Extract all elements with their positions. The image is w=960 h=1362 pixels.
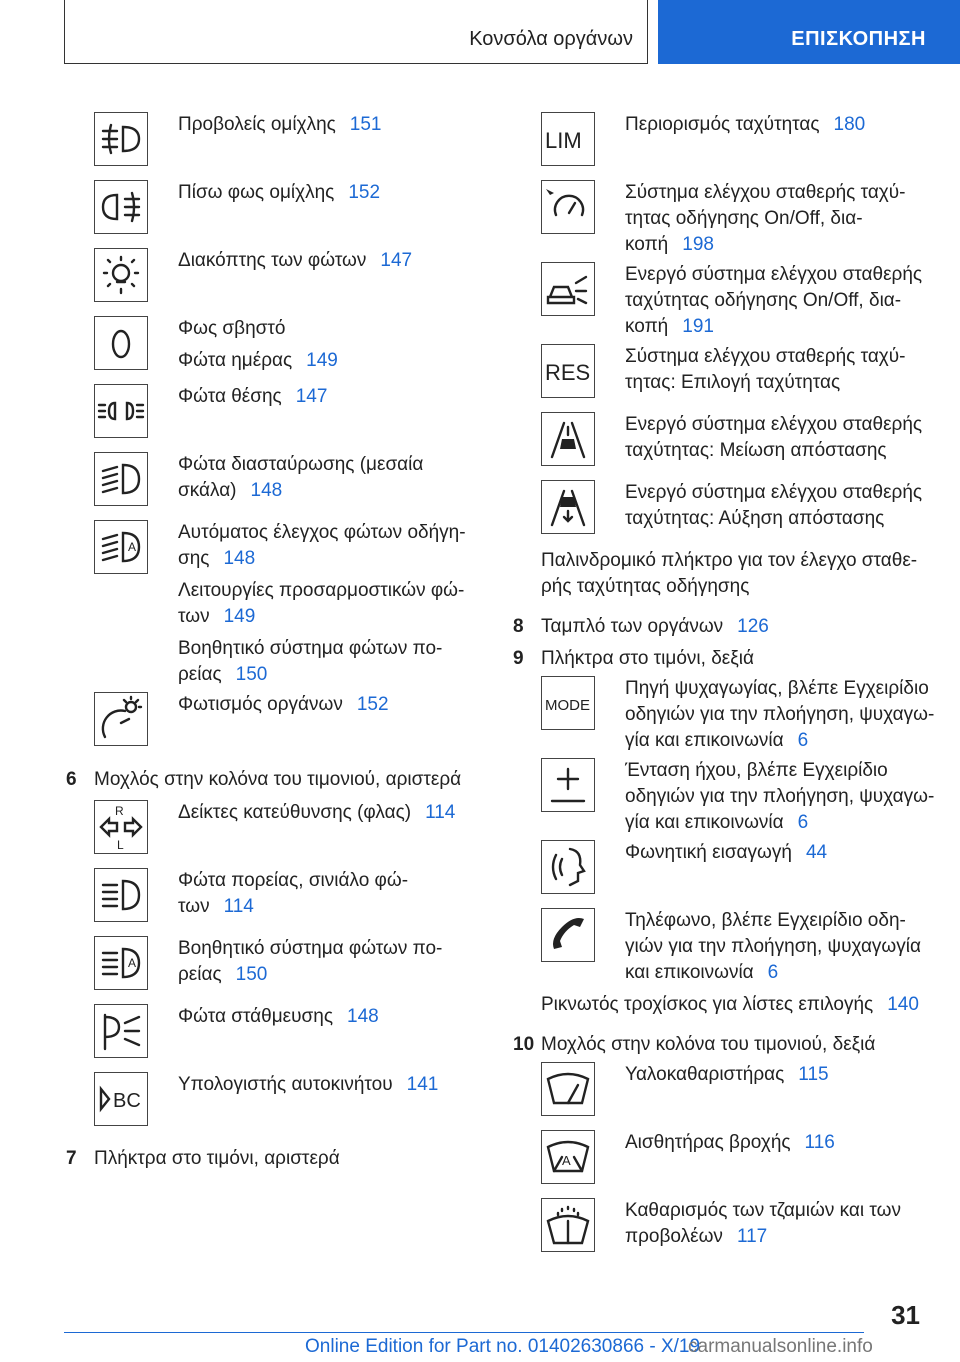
page-ref-link[interactable]: 148: [223, 548, 256, 569]
svg-text:A: A: [562, 1153, 571, 1168]
entry-text: ταχύτητας οδήγησης On/Off, δια-: [625, 290, 902, 311]
entry-text: Λειτουργίες προσαρμοστικών φώ-: [178, 580, 465, 601]
entry-text: Φώτα ημέρας 149: [178, 350, 338, 371]
volume-icon: [541, 758, 595, 812]
entry-text: Ρικνωτός τροχίσκος για λίστες επιλογής 140: [541, 994, 919, 1015]
entry-text: Ενεργό σύστημα ελέγχου σταθερής: [625, 414, 923, 435]
rain-sensor-icon: [541, 1130, 595, 1184]
entry-text: Διακόπτης των φώτων 147: [178, 250, 413, 271]
page-ref-link[interactable]: 149: [223, 606, 256, 627]
item-heading: Πλήκτρα στο τιμόνι, αριστερά: [94, 1148, 340, 1169]
washer-icon: [541, 1198, 595, 1252]
high-beam-assist-icon: [94, 936, 148, 990]
distance-increase-icon: [541, 480, 595, 534]
svg-text:A: A: [128, 540, 137, 554]
page-ref-link[interactable]: 180: [833, 114, 866, 135]
item-number: 9: [513, 648, 524, 669]
light-switch-icon: [94, 248, 148, 302]
entry-text: τητας οδήγησης On/Off, δια-: [625, 208, 863, 229]
entry-text: ρής ταχύτητας οδήγησης: [541, 576, 750, 597]
header-chapter-tab[interactable]: [658, 0, 960, 64]
entry-text: και επικοινωνία 6: [625, 962, 779, 983]
entry-text: Σύστημα ελέγχου σταθερής ταχύ-: [625, 182, 906, 203]
page-ref-link[interactable]: 150: [235, 964, 268, 985]
instrument-lighting-icon: [94, 692, 148, 746]
svg-text:L: L: [117, 838, 124, 852]
footer-divider: [64, 1332, 864, 1333]
page-ref-link[interactable]: 198: [682, 234, 714, 255]
parking-lights-icon: [94, 384, 148, 438]
entry-text: Αυτόματος έλεγχος φώτων οδήγη-: [178, 522, 466, 543]
entry-text: Βοηθητικό σύστημα φώτων πο-: [178, 638, 443, 659]
turn-signal-icon: [94, 800, 148, 854]
entry-text: Αισθητήρας βροχής 116: [625, 1132, 835, 1153]
entry-text: Υπολογιστής αυτοκινήτου 141: [178, 1074, 439, 1095]
header-chapter-title: ΕΠΙΣΚΟΠΗΣΗ: [791, 28, 926, 50]
entry-text: οδηγιών για την πλοήγηση, ψυχαγω-: [625, 704, 935, 725]
entry-text: Φώτα διασταύρωσης (μεσαία: [178, 454, 424, 475]
svg-text:R: R: [115, 804, 124, 818]
entry-text: Παλινδρομικό πλήκτρο για τον έλεγχο σταθε-: [541, 550, 918, 571]
page-ref-link[interactable]: 151: [349, 114, 382, 135]
entry-text: Φωνητική εισαγωγή 44: [625, 842, 828, 863]
active-cruise-icon: [541, 262, 595, 316]
entry-text: Υαλοκαθαριστήρας 115: [625, 1064, 829, 1085]
res-icon: [541, 344, 595, 398]
page-ref-link[interactable]: 116: [804, 1132, 835, 1153]
mode-icon: [541, 676, 595, 730]
bc-icon: [94, 1072, 148, 1126]
voice-input-icon: [541, 840, 595, 894]
entry-text: Ενεργό σύστημα ελέγχου σταθερής: [625, 482, 923, 503]
entry-text: κοπή 191: [625, 316, 714, 337]
entry-text: ταχύτητας: Μείωση απόστασης: [625, 440, 887, 461]
page-ref-link[interactable]: 115: [798, 1064, 829, 1085]
entry-text: Προβολείς ομίχλης 151: [178, 114, 382, 135]
item-heading: Πλήκτρα στο τιμόνι, δεξιά: [541, 648, 754, 669]
page-number: 31: [891, 1300, 920, 1330]
page-ref-link[interactable]: 117: [736, 1226, 768, 1247]
entry-text: ρείας 150: [178, 664, 268, 685]
page-ref-link[interactable]: 152: [356, 694, 389, 715]
entry-text: γία και επικοινωνία 6: [625, 812, 809, 833]
entry-text: Φώτα πορείας, σινιάλο φώ-: [178, 870, 409, 891]
entry-text: Φώτα θέσης 147: [178, 386, 328, 407]
entry-text: Σύστημα ελέγχου σταθερής ταχύ-: [625, 346, 906, 367]
entry-text: σκάλα) 148: [178, 480, 283, 501]
header-section-title: Κονσόλα οργάνων: [469, 28, 633, 50]
entry-text: σης 148: [178, 548, 256, 569]
page-ref-link[interactable]: 6: [767, 962, 779, 983]
entry-text: γιών για την πλοήγηση, ψυχαγωγία: [625, 936, 921, 957]
entry-text: Πίσω φως ομίχλης 152: [178, 182, 381, 203]
entry-text: Περιορισμός ταχύτητας 180: [625, 114, 866, 135]
edition-text: Online Edition for Part no. 01402630866 - X/19: [305, 1336, 701, 1357]
page-ref-link[interactable]: 114: [223, 896, 254, 917]
page-ref-link[interactable]: 6: [797, 812, 809, 833]
entry-text: Φωτισμός οργάνων 152: [178, 694, 389, 715]
page-ref-link[interactable]: 147: [380, 250, 413, 271]
page-ref-link[interactable]: 148: [347, 1006, 379, 1027]
page-ref-link[interactable]: 114: [425, 802, 456, 823]
page-ref-link[interactable]: 191: [682, 316, 714, 337]
phone-icon: [541, 908, 595, 962]
page-ref-link[interactable]: 44: [805, 842, 828, 863]
header-section-box: [64, 0, 648, 64]
entry-text: ταχύτητας: Αύξηση απόστασης: [625, 508, 885, 529]
svg-text:RES: RES: [545, 360, 591, 385]
svg-text:A: A: [128, 956, 137, 970]
page-ref-link[interactable]: 126: [737, 616, 769, 637]
lim-icon: [541, 112, 595, 166]
page-ref-link[interactable]: 147: [295, 386, 328, 407]
entry-text: Τηλέφωνο, βλέπε Εγχειρίδιο οδη-: [625, 910, 906, 931]
wiper-icon: [541, 1062, 595, 1116]
entry-text: ρείας 150: [178, 964, 268, 985]
parking-light-side-icon: [94, 1004, 148, 1058]
item-heading: Μοχλός στην κολόνα του τιμονιού, αριστερά: [94, 769, 462, 790]
entry-text: Φως σβηστό: [178, 318, 286, 339]
entry-text: κοπή 198: [625, 234, 714, 255]
entry-text: γία και επικοινωνία 6: [625, 730, 809, 751]
page-ref-link[interactable]: 152: [348, 182, 381, 203]
page-ref-link[interactable]: 6: [797, 730, 809, 751]
svg-text:MODE: MODE: [545, 697, 590, 714]
lights-off-icon: [94, 316, 148, 370]
item-number: 8: [513, 616, 524, 637]
page-ref-link[interactable]: 150: [235, 664, 268, 685]
item-heading: Ταμπλό των οργάνων 126: [541, 616, 769, 637]
rear-fog-light-icon: [94, 180, 148, 234]
entry-text: των 149: [178, 606, 256, 627]
front-fog-light-icon: [94, 112, 148, 166]
entry-text: Φώτα στάθμευσης 148: [178, 1006, 379, 1027]
svg-text:BC: BC: [113, 1090, 141, 1112]
svg-text:LIM: LIM: [545, 128, 582, 153]
entry-text: οδηγιών για την πλοήγηση, ψυχαγω-: [625, 786, 935, 807]
entry-text: Καθαρισμός των τζαμιών και των: [625, 1200, 901, 1221]
entry-text: Ένταση ήχου, βλέπε Εγχειρίδιο: [625, 760, 888, 781]
entry-text: τητας: Επιλογή ταχύτητας: [625, 372, 841, 393]
item-number: 10: [513, 1034, 535, 1055]
item-number: 6: [66, 769, 77, 790]
item-number: 7: [66, 1148, 77, 1169]
page-ref-link[interactable]: 149: [306, 350, 338, 371]
entry-text: Βοηθητικό σύστημα φώτων πο-: [178, 938, 443, 959]
entry-text: προβολέων 117: [625, 1226, 768, 1247]
item-heading: Μοχλός στην κολόνα του τιμονιού, δεξιά: [541, 1034, 876, 1055]
entry-text: Πηγή ψυχαγωγίας, βλέπε Εγχειρίδιο: [625, 678, 929, 699]
watermark: carmanualsonline.info: [688, 1336, 873, 1357]
page-ref-link[interactable]: 148: [250, 480, 283, 501]
distance-decrease-icon: [541, 412, 595, 466]
high-beam-icon: [94, 868, 148, 922]
page-ref-link[interactable]: 140: [887, 994, 919, 1015]
entry-text: Ενεργό σύστημα ελέγχου σταθερής: [625, 264, 923, 285]
page-ref-link[interactable]: 141: [406, 1074, 439, 1095]
entry-text: Δείκτες κατεύθυνσης (φλας) 114: [178, 802, 456, 823]
entry-text: των 114: [178, 896, 254, 917]
low-beam-icon: [94, 452, 148, 506]
auto-headlight-icon: [94, 520, 148, 574]
cruise-control-icon: [541, 180, 595, 234]
